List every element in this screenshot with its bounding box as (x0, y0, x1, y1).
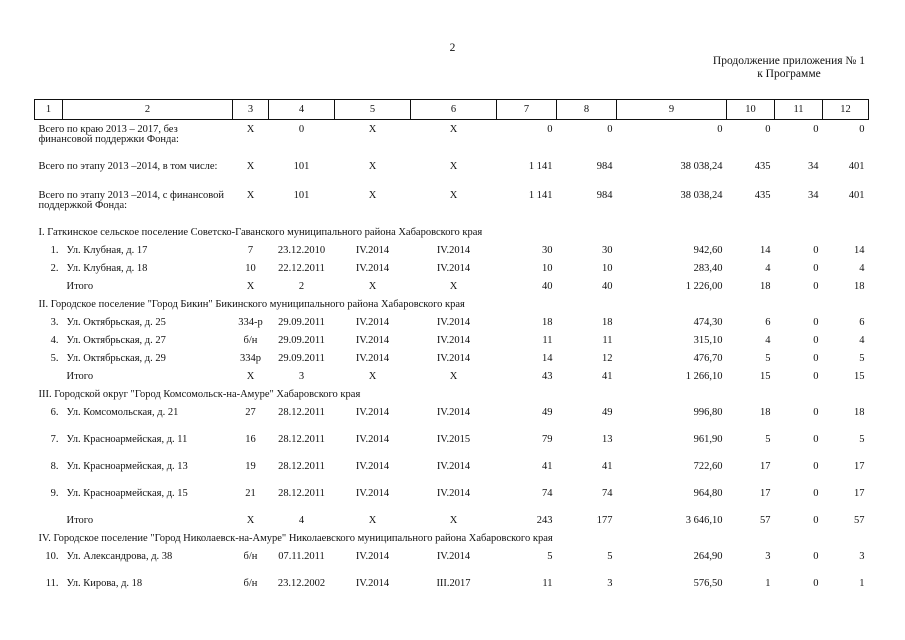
row-number: 5. (50, 353, 59, 364)
continuation-line-1: Продолжение приложения № 1 (712, 55, 865, 67)
cell-c7: 30 (542, 245, 553, 256)
cell-c9: 0 (717, 124, 723, 135)
row-number: 4. (50, 335, 59, 346)
cell-c3: Х (246, 161, 255, 172)
cell-c3: 16 (245, 434, 256, 445)
cell-c11: 0 (813, 317, 819, 328)
cell-c8: 0 (607, 124, 613, 135)
cell-c5: Х (368, 124, 377, 135)
cell-c4: 2 (298, 281, 305, 292)
cell-c9: 996,80 (693, 407, 723, 418)
cell-c11: 0 (813, 461, 819, 472)
cell-c3: б/н (243, 578, 258, 589)
cell-c11: 0 (813, 263, 819, 274)
cell-c11: 0 (813, 515, 819, 526)
cell-c6: Х (449, 371, 458, 382)
cell-c8: 40 (602, 281, 613, 292)
section-header-row (35, 387, 869, 405)
column-header: 11 (775, 100, 823, 120)
cell-c9: 476,70 (693, 353, 723, 364)
section-title: III. Городской округ "Город Комсомольск-на-Амуре" Хабаровского края (38, 389, 361, 400)
row-name: Ул. Октябрьская, д. 25 (66, 317, 166, 328)
cell-c9: 961,90 (693, 434, 723, 445)
row-name: Итого (66, 281, 94, 292)
cell-c12: 15 (854, 371, 865, 382)
cell-c4: 22.12.2011 (278, 263, 325, 274)
row-number (35, 513, 63, 531)
cell-c3: 27 (245, 407, 256, 418)
column-header: 10 (727, 100, 775, 120)
column-header: 12 (823, 100, 869, 120)
cell-c12: 4 (859, 263, 865, 274)
continuation-note (713, 55, 865, 81)
cell-c8: 30 (602, 245, 613, 256)
cell-c10: 14 (760, 245, 771, 256)
cell-c3: Х (246, 371, 255, 382)
cell-c6: Х (449, 190, 458, 201)
cell-c11: 34 (808, 190, 819, 201)
row-name: Ул. Кирова, д. 18 (66, 578, 143, 589)
cell-c11: 0 (813, 335, 819, 346)
cell-c8: 3 (607, 578, 613, 589)
cell-c9: 38 038,24 (680, 190, 723, 201)
cell-c8: 49 (602, 407, 613, 418)
table-row (35, 279, 869, 297)
cell-c11: 0 (813, 578, 819, 589)
row-number: 9. (50, 488, 59, 499)
table-row (35, 513, 869, 531)
cell-c7: 0 (547, 124, 553, 135)
table-row (35, 186, 869, 225)
cell-c9: 38 038,24 (680, 161, 723, 172)
cell-c11: 0 (813, 353, 819, 364)
cell-c9: 1 266,10 (685, 371, 723, 382)
row-name: Ул. Красноармейская, д. 15 (66, 488, 188, 499)
table-row (35, 486, 869, 513)
row-number: 2. (50, 263, 59, 274)
cell-c6: Х (449, 515, 458, 526)
cell-c8: 177 (596, 515, 613, 526)
cell-c9: 474,30 (693, 317, 723, 328)
cell-c9: 264,90 (693, 551, 723, 562)
row-number: 8. (50, 461, 59, 472)
cell-c12: 17 (854, 461, 865, 472)
cell-c4: 3 (298, 371, 305, 382)
table-header (35, 100, 869, 120)
cell-c9: 722,60 (693, 461, 723, 472)
cell-c10: 435 (754, 190, 771, 201)
cell-c5: IV.2014 (355, 488, 390, 499)
page-number: 2 (449, 42, 456, 54)
section-header-row (35, 531, 869, 549)
cell-c10: 0 (765, 124, 771, 135)
cell-c7: 41 (542, 461, 553, 472)
cell-c12: 401 (848, 190, 865, 201)
cell-c6: Х (449, 124, 458, 135)
cell-c12: 5 (859, 353, 865, 364)
cell-c5: IV.2014 (355, 263, 390, 274)
cell-c5: IV.2014 (355, 461, 390, 472)
cell-c10: 17 (760, 488, 771, 499)
cell-c4: 0 (298, 124, 305, 135)
cell-c6: Х (449, 161, 458, 172)
cell-c5: IV.2014 (355, 578, 390, 589)
table-row (35, 405, 869, 432)
row-name: Ул. Октябрьская, д. 27 (66, 335, 166, 346)
cell-c6: IV.2014 (436, 335, 471, 346)
cell-c4: 29.09.2011 (278, 335, 325, 346)
row-name: Ул. Клубная, д. 17 (66, 245, 148, 256)
row-number: 11. (45, 578, 59, 589)
cell-c3: 334р (240, 353, 261, 364)
cell-c7: 43 (542, 371, 553, 382)
cell-c7: 11 (542, 335, 553, 346)
cell-c9: 576,50 (693, 578, 723, 589)
cell-c12: 5 (859, 434, 865, 445)
table-row (35, 315, 869, 333)
cell-c5: Х (368, 371, 377, 382)
cell-c10: 6 (765, 317, 771, 328)
cell-c7: 1 141 (528, 190, 553, 201)
table-row (35, 351, 869, 369)
cell-c7: 79 (542, 434, 553, 445)
cell-c4: 23.12.2010 (277, 245, 326, 256)
cell-c9: 942,60 (693, 245, 723, 256)
cell-c3: Х (246, 515, 255, 526)
cell-c5: Х (368, 281, 377, 292)
column-header: 6 (411, 100, 497, 120)
cell-c3: б/н (243, 335, 258, 346)
cell-c9: 3 646,10 (685, 515, 723, 526)
cell-c6: IV.2014 (436, 353, 471, 364)
cell-c12: 1 (859, 578, 865, 589)
cell-c4: 23.12.2002 (277, 578, 326, 589)
cell-c10: 4 (765, 263, 771, 274)
cell-c10: 57 (760, 515, 771, 526)
cell-c4: 29.09.2011 (278, 353, 325, 364)
cell-c8: 18 (602, 317, 613, 328)
cell-c10: 1 (765, 578, 771, 589)
cell-c11: 0 (813, 124, 819, 135)
row-number (35, 279, 63, 297)
row-name: Ул. Клубная, д. 18 (66, 263, 148, 274)
row-name: Ул. Октябрьская, д. 29 (66, 353, 166, 364)
table-row (35, 459, 869, 486)
cell-c5: Х (368, 515, 377, 526)
row-name: Всего по этапу 2013 –2014, с финансовой поддержкой Фонда: (38, 190, 225, 211)
cell-c8: 984 (596, 190, 613, 201)
continuation-line-2: к Программе (757, 68, 821, 80)
row-number: 6. (50, 407, 59, 418)
section-title: II. Городское поселение "Город Бикин" Бикинского муниципального района Хабаровского края (38, 299, 465, 310)
cell-c3: Х (246, 124, 255, 135)
cell-c11: 0 (813, 245, 819, 256)
column-header: 1 (35, 100, 63, 120)
cell-c12: 401 (848, 161, 865, 172)
cell-c9: 1 226,00 (685, 281, 723, 292)
cell-c3: 21 (245, 488, 256, 499)
cell-c7: 14 (542, 353, 553, 364)
cell-c6: III.2017 (436, 578, 471, 589)
row-number: 7. (50, 434, 59, 445)
cell-c4: 28.12.2011 (278, 434, 325, 445)
cell-c10: 435 (754, 161, 771, 172)
cell-c7: 40 (542, 281, 553, 292)
section-title: I. Гаткинское сельское поселение Советско-Гаванского муниципального района Хабаровского края (38, 227, 483, 238)
cell-c9: 315,10 (693, 335, 723, 346)
cell-c4: 28.12.2011 (278, 461, 325, 472)
cell-c8: 12 (602, 353, 613, 364)
table-row (35, 243, 869, 261)
table-row (35, 369, 869, 387)
cell-c10: 17 (760, 461, 771, 472)
cell-c10: 4 (765, 335, 771, 346)
row-number: 3. (50, 317, 59, 328)
row-number (35, 369, 63, 387)
table-body (35, 120, 869, 595)
cell-c5: Х (368, 190, 377, 201)
cell-c6: IV.2015 (436, 434, 471, 445)
cell-c8: 41 (602, 461, 613, 472)
cell-c11: 0 (813, 551, 819, 562)
cell-c3: 10 (245, 263, 256, 274)
cell-c12: 3 (859, 551, 865, 562)
cell-c8: 10 (602, 263, 613, 274)
section-header-row (35, 225, 869, 243)
cell-c4: 28.12.2011 (278, 407, 325, 418)
cell-c3: Х (246, 190, 255, 201)
cell-c10: 18 (760, 407, 771, 418)
column-header: 8 (557, 100, 617, 120)
row-name: Ул. Красноармейская, д. 13 (66, 461, 188, 472)
cell-c10: 5 (765, 434, 771, 445)
cell-c3: 334-р (238, 317, 263, 328)
row-number: 10. (45, 551, 59, 562)
cell-c7: 5 (547, 551, 553, 562)
cell-c6: IV.2014 (436, 245, 471, 256)
cell-c6: IV.2014 (436, 263, 471, 274)
cell-c10: 18 (760, 281, 771, 292)
cell-c5: Х (368, 161, 377, 172)
cell-c4: 4 (298, 515, 305, 526)
table-row (35, 432, 869, 459)
cell-c8: 41 (602, 371, 613, 382)
row-name: Ул. Комсомольская, д. 21 (66, 407, 179, 418)
cell-c8: 5 (607, 551, 613, 562)
section-header-row (35, 297, 869, 315)
column-header: 5 (335, 100, 411, 120)
cell-c4: 101 (293, 161, 310, 172)
cell-c7: 243 (536, 515, 553, 526)
cell-c3: 19 (245, 461, 256, 472)
cell-c7: 1 141 (528, 161, 553, 172)
cell-c12: 18 (854, 407, 865, 418)
cell-c6: IV.2014 (436, 317, 471, 328)
cell-c6: IV.2014 (436, 551, 471, 562)
cell-c12: 14 (854, 245, 865, 256)
cell-c7: 49 (542, 407, 553, 418)
column-header: 3 (233, 100, 269, 120)
cell-c12: 4 (859, 335, 865, 346)
cell-c9: 283,40 (693, 263, 723, 274)
row-name: Всего по этапу 2013 –2014, в том числе: (38, 161, 218, 172)
cell-c7: 74 (542, 488, 553, 499)
cell-c5: IV.2014 (355, 551, 390, 562)
cell-c8: 74 (602, 488, 613, 499)
row-name: Ул. Александрова, д. 38 (66, 551, 173, 562)
cell-c6: IV.2014 (436, 407, 471, 418)
cell-c6: IV.2014 (436, 461, 471, 472)
cell-c11: 0 (813, 407, 819, 418)
cell-c5: IV.2014 (355, 434, 390, 445)
cell-c5: IV.2014 (355, 245, 390, 256)
row-name: Итого (66, 515, 94, 526)
cell-c10: 5 (765, 353, 771, 364)
row-number: 1. (50, 245, 59, 256)
section-title: IV. Городское поселение "Город Николаевск-на-Амуре" Николаевского муниципального района Хабаровского края (38, 533, 553, 544)
cell-c12: 6 (859, 317, 865, 328)
table-row (35, 159, 869, 186)
cell-c4: 29.09.2011 (278, 317, 325, 328)
cell-c4: 07.11.2011 (278, 551, 325, 562)
cell-c12: 0 (859, 124, 865, 135)
table-row (35, 261, 869, 279)
cell-c11: 0 (813, 281, 819, 292)
cell-c12: 57 (854, 515, 865, 526)
cell-c5: IV.2014 (355, 407, 390, 418)
column-header: 2 (63, 100, 233, 120)
cell-c4: 28.12.2011 (278, 488, 325, 499)
cell-c12: 17 (854, 488, 865, 499)
column-header: 7 (497, 100, 557, 120)
cell-c5: IV.2014 (355, 353, 390, 364)
cell-c6: IV.2014 (436, 488, 471, 499)
header-row (35, 100, 869, 120)
row-name: Итого (66, 371, 94, 382)
cell-c3: б/н (243, 551, 258, 562)
cell-c7: 10 (542, 263, 553, 274)
row-name: Всего по краю 2013 – 2017, без финансовой поддержки Фонда: (38, 124, 179, 145)
table-row (35, 549, 869, 576)
cell-c5: IV.2014 (355, 317, 390, 328)
cell-c3: 7 (247, 245, 254, 256)
cell-c11: 0 (813, 434, 819, 445)
cell-c9: 964,80 (693, 488, 723, 499)
cell-c11: 34 (808, 161, 819, 172)
cell-c8: 984 (596, 161, 613, 172)
cell-c11: 0 (813, 488, 819, 499)
cell-c10: 15 (760, 371, 771, 382)
cell-c7: 11 (542, 578, 553, 589)
cell-c6: Х (449, 281, 458, 292)
program-table (34, 99, 869, 594)
table-row (35, 120, 869, 160)
cell-c4: 101 (293, 190, 310, 201)
row-name: Ул. Красноармейская, д. 11 (66, 434, 188, 445)
column-header: 9 (617, 100, 727, 120)
cell-c8: 11 (602, 335, 613, 346)
table-row (35, 576, 869, 594)
cell-c8: 13 (602, 434, 613, 445)
cell-c11: 0 (813, 371, 819, 382)
cell-c5: IV.2014 (355, 335, 390, 346)
cell-c7: 18 (542, 317, 553, 328)
column-header: 4 (269, 100, 335, 120)
cell-c12: 18 (854, 281, 865, 292)
cell-c3: Х (246, 281, 255, 292)
cell-c10: 3 (765, 551, 771, 562)
table-row (35, 333, 869, 351)
